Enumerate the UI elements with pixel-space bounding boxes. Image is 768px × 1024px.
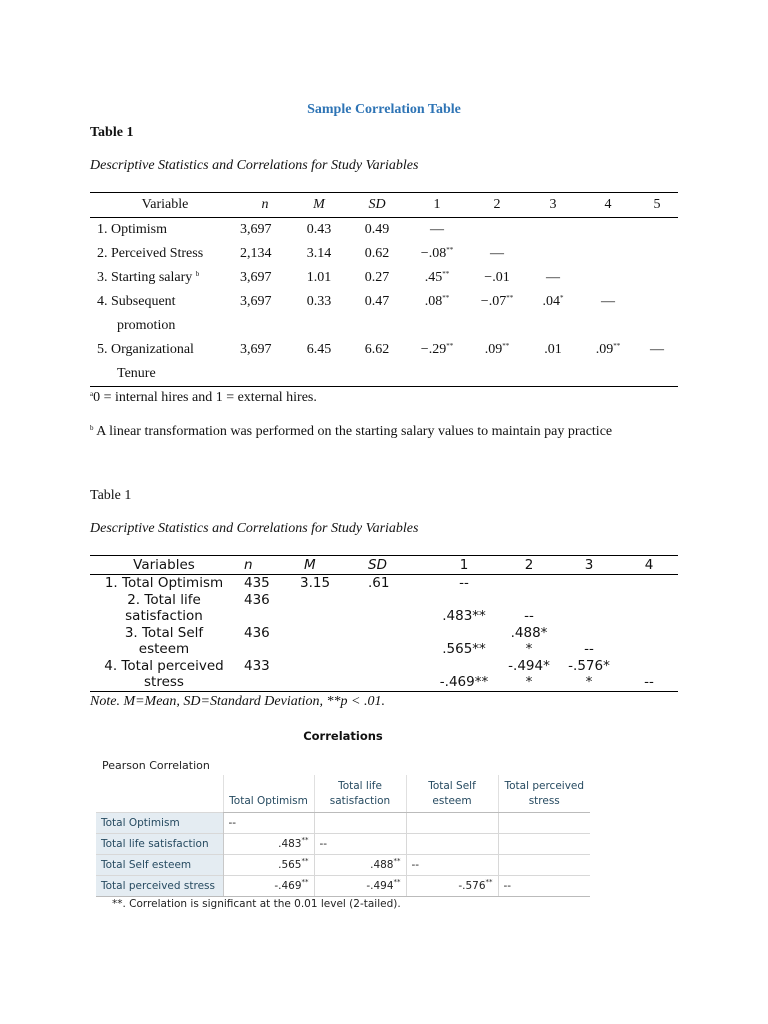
significance-mark: **	[446, 342, 454, 350]
header-cell: Total perceived stress	[498, 775, 590, 813]
cell-corr: —	[546, 270, 560, 285]
table-row	[90, 266, 678, 290]
row-header: Total Self esteem	[96, 855, 223, 876]
footnote-b	[90, 424, 612, 440]
corr-line: -.494*	[508, 657, 550, 674]
significance-mark: **	[301, 857, 309, 865]
table-row	[96, 834, 590, 855]
cell-mean: 6.45	[306, 342, 332, 357]
cell-n: 436	[244, 591, 270, 608]
footnote-mark: b	[90, 424, 94, 432]
cell-value: --	[406, 855, 498, 876]
header-cell: n	[238, 556, 300, 575]
cell-value	[406, 876, 498, 897]
cell-corr: —	[490, 246, 504, 261]
header-cell: 4	[620, 556, 678, 575]
table2-label: Table 1	[90, 488, 132, 503]
table-header-row	[90, 193, 678, 218]
corr-line: *	[525, 674, 533, 690]
header-cell: 2	[500, 556, 558, 575]
cell-corr: .09	[595, 342, 614, 357]
header-cell: Total Optimism	[223, 775, 314, 813]
cell-n: 3,697	[240, 342, 272, 357]
cell-n: 3,697	[240, 222, 272, 237]
footnote-mark: a	[90, 390, 94, 398]
value-text: -.469	[274, 880, 302, 892]
cell-corr: −.29	[420, 342, 447, 357]
variable-label-cont: promotion	[117, 318, 176, 333]
value-text: -.494	[366, 880, 394, 892]
cell-corr: −.08	[420, 246, 447, 261]
cell-corr: --	[524, 608, 534, 624]
value-text: .488	[370, 859, 394, 871]
cell-corr: --	[620, 658, 678, 692]
spss-title: Correlations	[303, 729, 383, 743]
significance-mark: **	[502, 342, 510, 350]
cell-corr	[500, 658, 558, 692]
cell-value	[314, 876, 406, 897]
cell-corr: -.469**	[428, 658, 500, 692]
cell-mean: 1.01	[306, 270, 332, 285]
cell-mean: 0.33	[306, 294, 332, 309]
cell-corr: .565**	[442, 641, 486, 657]
header-cell: 1	[428, 556, 500, 575]
table-header-row	[96, 775, 590, 813]
variable-label: 1. Optimism	[97, 222, 168, 237]
corr-line: *	[525, 641, 533, 657]
value-text: -.576	[458, 880, 486, 892]
spss-correlation-table	[96, 775, 590, 897]
table1-label: Table 1	[90, 125, 134, 140]
cell-n: 3,697	[240, 270, 272, 285]
table-row	[90, 242, 678, 266]
variable-label-line: 4. Total perceived	[104, 657, 224, 674]
variable-label-line: esteem	[138, 641, 190, 657]
variable-label: 5. Organizational	[97, 342, 194, 357]
significance-mark: **	[393, 857, 401, 865]
cell-sd: 0.27	[364, 270, 390, 285]
cell-n: 433	[238, 658, 300, 692]
variable-label-cont: Tenure	[117, 366, 156, 381]
cell-corr	[558, 658, 620, 692]
table1-caption: Descriptive Statistics and Correlations for Study Variables	[90, 158, 419, 173]
table2-caption: Descriptive Statistics and Correlations for Study Variables	[90, 521, 419, 536]
cell-corr: .04	[542, 294, 560, 309]
cell-n: 435	[244, 575, 270, 591]
significance-mark: **	[442, 270, 450, 278]
significance-mark: **	[301, 836, 309, 844]
significance-mark: **	[446, 246, 454, 254]
correlation-table-2	[90, 555, 678, 692]
cell-corr: —	[430, 222, 444, 237]
cell-corr: −.07	[480, 294, 507, 309]
cell-corr: −.01	[484, 270, 510, 285]
cell-mean: 0.43	[306, 222, 332, 237]
cell-value	[223, 855, 314, 876]
footnote-a	[90, 390, 317, 406]
header-cell: 2	[468, 193, 526, 218]
header-cell: 1	[406, 193, 468, 218]
cell-sd: 0.62	[364, 246, 390, 261]
cell-corr: —	[601, 294, 615, 309]
row-header: Total perceived stress	[96, 876, 223, 897]
header-cell: 3	[526, 193, 580, 218]
table-row	[90, 625, 678, 658]
corner-cell	[96, 775, 223, 813]
descriptive-stats-table	[90, 192, 678, 387]
significance-mark: **	[506, 294, 514, 302]
cell-sd: 6.62	[364, 342, 390, 357]
header-cell: M	[290, 193, 348, 218]
cell-value: --	[314, 834, 406, 855]
header-cell: SD	[364, 556, 428, 575]
table-row	[90, 338, 678, 387]
variable-label-line: satisfaction	[125, 608, 203, 624]
table-row	[90, 575, 678, 592]
footnote-text: 0 = internal hires and 1 = external hires.	[93, 390, 317, 405]
table2-note: Note. M=Mean, SD=Standard Deviation, **p < .01.	[90, 694, 385, 709]
corr-line: -.576*	[568, 657, 610, 674]
table-row	[96, 855, 590, 876]
corr-line: .488*	[510, 624, 548, 641]
spss-subtitle: Pearson Correlation	[102, 759, 210, 772]
header-cell: Total life satisfaction	[314, 775, 406, 813]
value-text: .483	[278, 838, 302, 850]
cell-value: --	[498, 876, 590, 897]
cell-corr: .01	[544, 342, 562, 357]
variable-label: 1. Total Optimism	[104, 575, 224, 591]
table-row	[96, 813, 590, 834]
document-title: Sample Correlation Table	[307, 102, 461, 117]
variable-label-line: 2. Total life	[127, 591, 201, 608]
header-cell: n	[240, 193, 290, 218]
cell-value	[223, 876, 314, 897]
table-row	[90, 592, 678, 625]
cell-sd: 0.47	[364, 294, 390, 309]
spss-footnote: **. Correlation is significant at the 0.01 level (2-tailed).	[112, 898, 401, 910]
significance-mark: **	[442, 294, 450, 302]
cell-corr: --	[584, 641, 594, 657]
row-header: Total life satisfaction	[96, 834, 223, 855]
cell-corr: --	[459, 575, 469, 591]
cell-n: 3,697	[240, 294, 272, 309]
footnote-mark: b	[195, 270, 200, 278]
header-cell: SD	[348, 193, 406, 218]
footnote-text: A linear transformation was performed on the starting salary values to maintain pay practice	[96, 424, 613, 439]
cell-mean: 3.14	[306, 246, 332, 261]
cell-corr: .483**	[442, 608, 486, 624]
table-header-row	[90, 556, 678, 575]
variable-label: 2. Perceived Stress	[97, 246, 204, 261]
header-cell: Variables	[90, 556, 238, 575]
header-cell: Variable	[90, 193, 240, 218]
variable-label	[90, 625, 238, 658]
variable-label	[90, 592, 238, 625]
cell-value	[314, 855, 406, 876]
cell-sd: 0.49	[364, 222, 390, 237]
variable-label	[90, 658, 238, 692]
header-cell: 3	[558, 556, 620, 575]
variable-label-line: stress	[144, 674, 184, 690]
cell-mean: 3.15	[300, 575, 331, 591]
table-row	[96, 876, 590, 897]
cell-corr: .08	[424, 294, 443, 309]
cell-n: 2,134	[240, 246, 272, 261]
significance-mark: **	[393, 878, 401, 886]
cell-value	[223, 834, 314, 855]
corr-line: *	[585, 674, 593, 690]
significance-mark: *	[560, 294, 564, 302]
variable-label: 3. Starting salary	[97, 270, 193, 285]
significance-mark: **	[613, 342, 621, 350]
header-cell: 4	[580, 193, 636, 218]
cell-corr: .45	[424, 270, 443, 285]
value-text: .565	[278, 859, 302, 871]
variable-label: 4. Subsequent	[97, 294, 176, 309]
cell-n: 436	[244, 624, 270, 641]
table-row	[90, 658, 678, 692]
header-cell: M	[300, 556, 364, 575]
cell-sd: .61	[368, 575, 390, 591]
header-cell: 5	[636, 193, 678, 218]
significance-mark: **	[485, 878, 493, 886]
cell-value: --	[223, 813, 314, 834]
cell-corr: .09	[484, 342, 503, 357]
significance-mark: **	[301, 878, 309, 886]
cell-corr: —	[650, 342, 664, 357]
header-cell: Total Self esteem	[406, 775, 498, 813]
table-row	[90, 290, 678, 338]
variable-label-line: 3. Total Self	[124, 624, 204, 641]
cell-corr	[500, 625, 558, 658]
table-row	[90, 218, 678, 243]
row-header: Total Optimism	[96, 813, 223, 834]
